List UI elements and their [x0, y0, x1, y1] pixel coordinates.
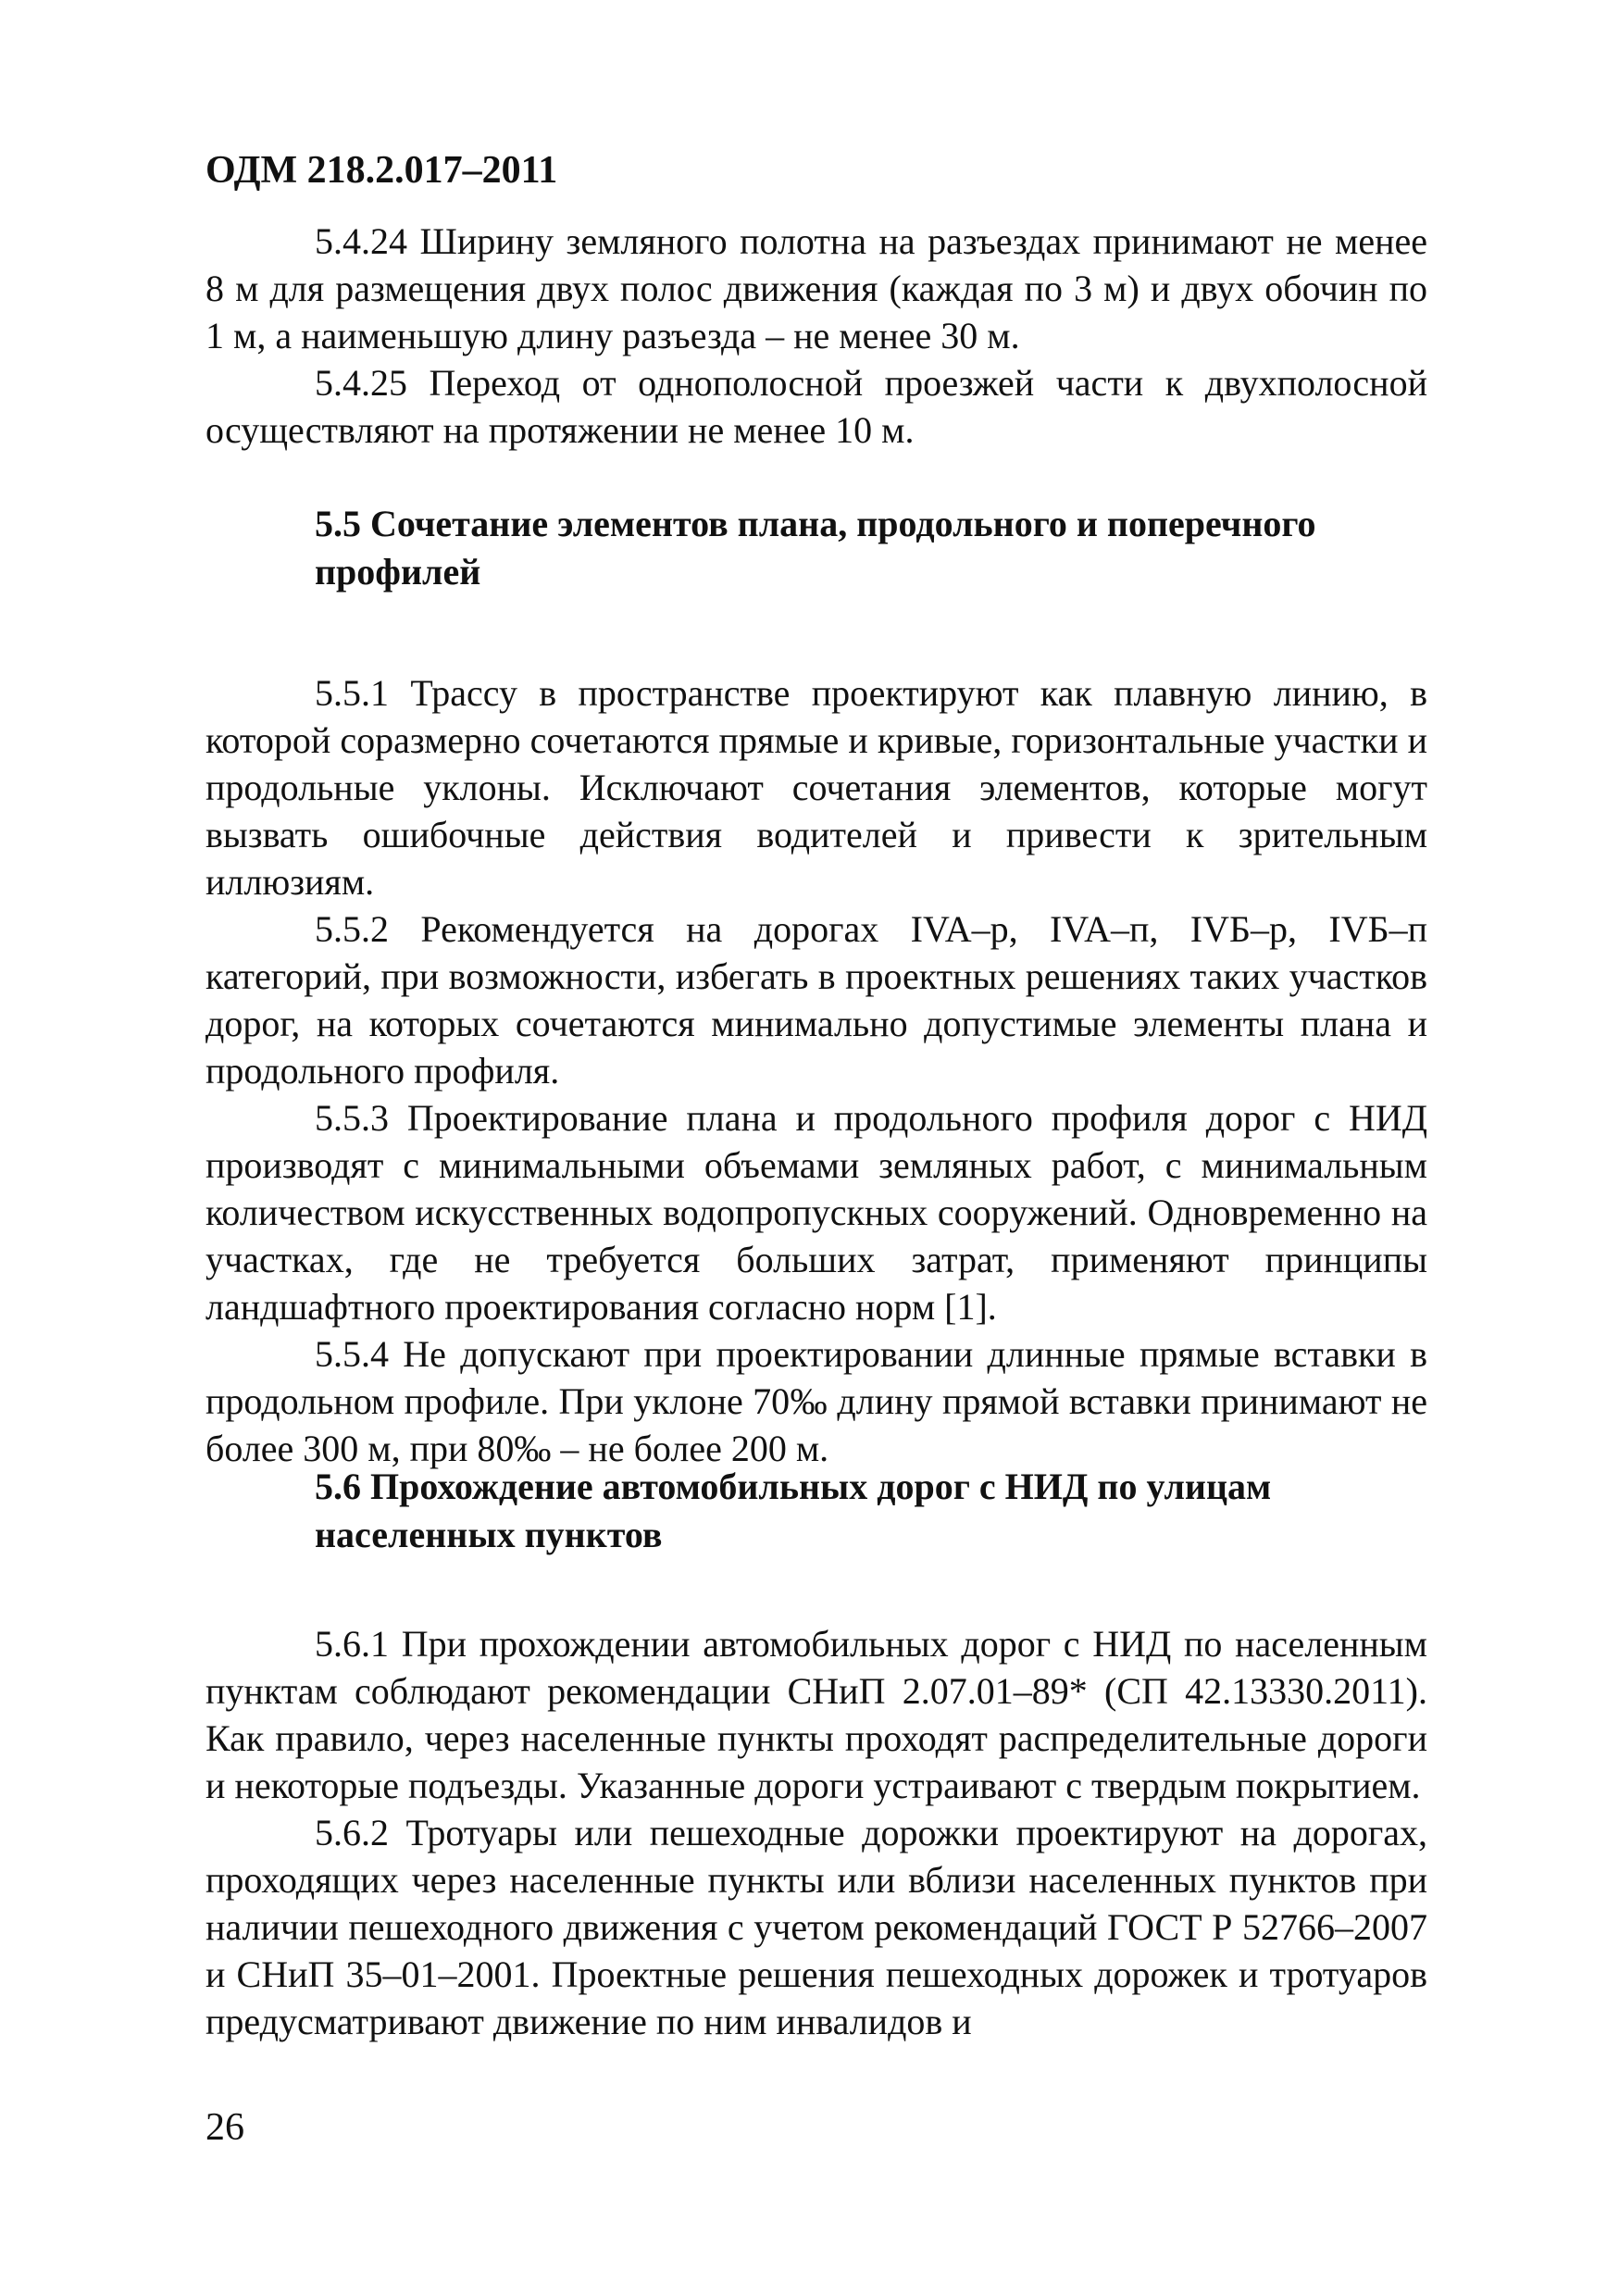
- intro-paragraphs: [205, 218, 1427, 454]
- section-5-5-paragraphs: [205, 669, 1427, 1472]
- paragraph-5-5-4: 5.5.4 Не допускают при проектировании длинные прямые вставки в продольном профиле. При уклоне 70‰ длину прямой вставки принимают не более 300 м, при 80‰ – не более 200 м.: [205, 1333, 1427, 1469]
- paragraph-5-4-25: 5.4.25 Переход от однополосной проезжей части к двухполосной осуществляют на протяжении не менее 10 м.: [205, 362, 1427, 451]
- document-code: ОДМ 218.2.017–2011: [205, 149, 558, 192]
- paragraph-5-4-24: 5.4.24 Ширину земляного полотна на разъездах принимают не менее 8 м для размещения двух полос движения (каждая по 3 м) и двух обочин по 1 м, а наименьшую длину разъезда – не менее 30 м.: [205, 220, 1427, 356]
- section-heading-5-6: 5.6 Прохождение автомобильных дорог с НИД по улицам населенных пунктов: [315, 1466, 1272, 1555]
- section-5-6-paragraphs: [205, 1620, 1427, 2045]
- paragraph-5-5-3: 5.5.3 Проектирование плана и продольного профиля дорог с НИД производят с минимальными объемами земляных работ, с минимальным количеством искусственных водопропускных сооружений. Одновременно на участках, где не требуется больших затрат, применяют принципы ландшафтного проектирования согласно норм [1].: [205, 1097, 1427, 1328]
- section-heading-5-5: 5.5 Сочетание элементов плана, продольного и поперечного профилей: [315, 503, 1316, 593]
- paragraph-5-5-2: 5.5.2 Рекомендуется на дорогах IVA–р, IVA–п, IVБ–р, IVБ–п категорий, при возможности, избегать в проектных решениях таких участков дорог, на которых сочетаются минимально допустимые элементы плана и продольного профиля.: [205, 908, 1427, 1092]
- paragraph-5-6-2: 5.6.2 Тротуары или пешеходные дорожки проектируют на дорогах, проходящих через населенные пункты или вблизи населенных пунктов при наличии пешеходного движения с учетом рекомендаций ГОСТ Р 52766–2007 и СНиП 35–01–2001. Проектные решения пешеходных дорожек и тротуаров предусматривают движение по ним инвалидов и: [205, 1812, 1427, 2042]
- paragraph-5-6-1: 5.6.1 При прохождении автомобильных дорог с НИД по населенным пунктам соблюдают рекомендации СНиП 2.07.01–89* (СП 42.13330.2011). Как правило, через населенные пункты проходят распределительные дороги и некоторые подъезды. Указанные дороги устраивают с твердым покрытием.: [205, 1623, 1427, 1806]
- paragraph-5-5-1: 5.5.1 Трассу в пространстве проектируют как плавную линию, в которой соразмерно сочетаются прямые и кривые, горизонтальные участки и продольные уклоны. Исключают сочетания элементов, которые могут вызвать ошибочные действия водителей и привести к зрительным иллюзиям.: [205, 672, 1427, 903]
- page-number: 26: [205, 2106, 244, 2149]
